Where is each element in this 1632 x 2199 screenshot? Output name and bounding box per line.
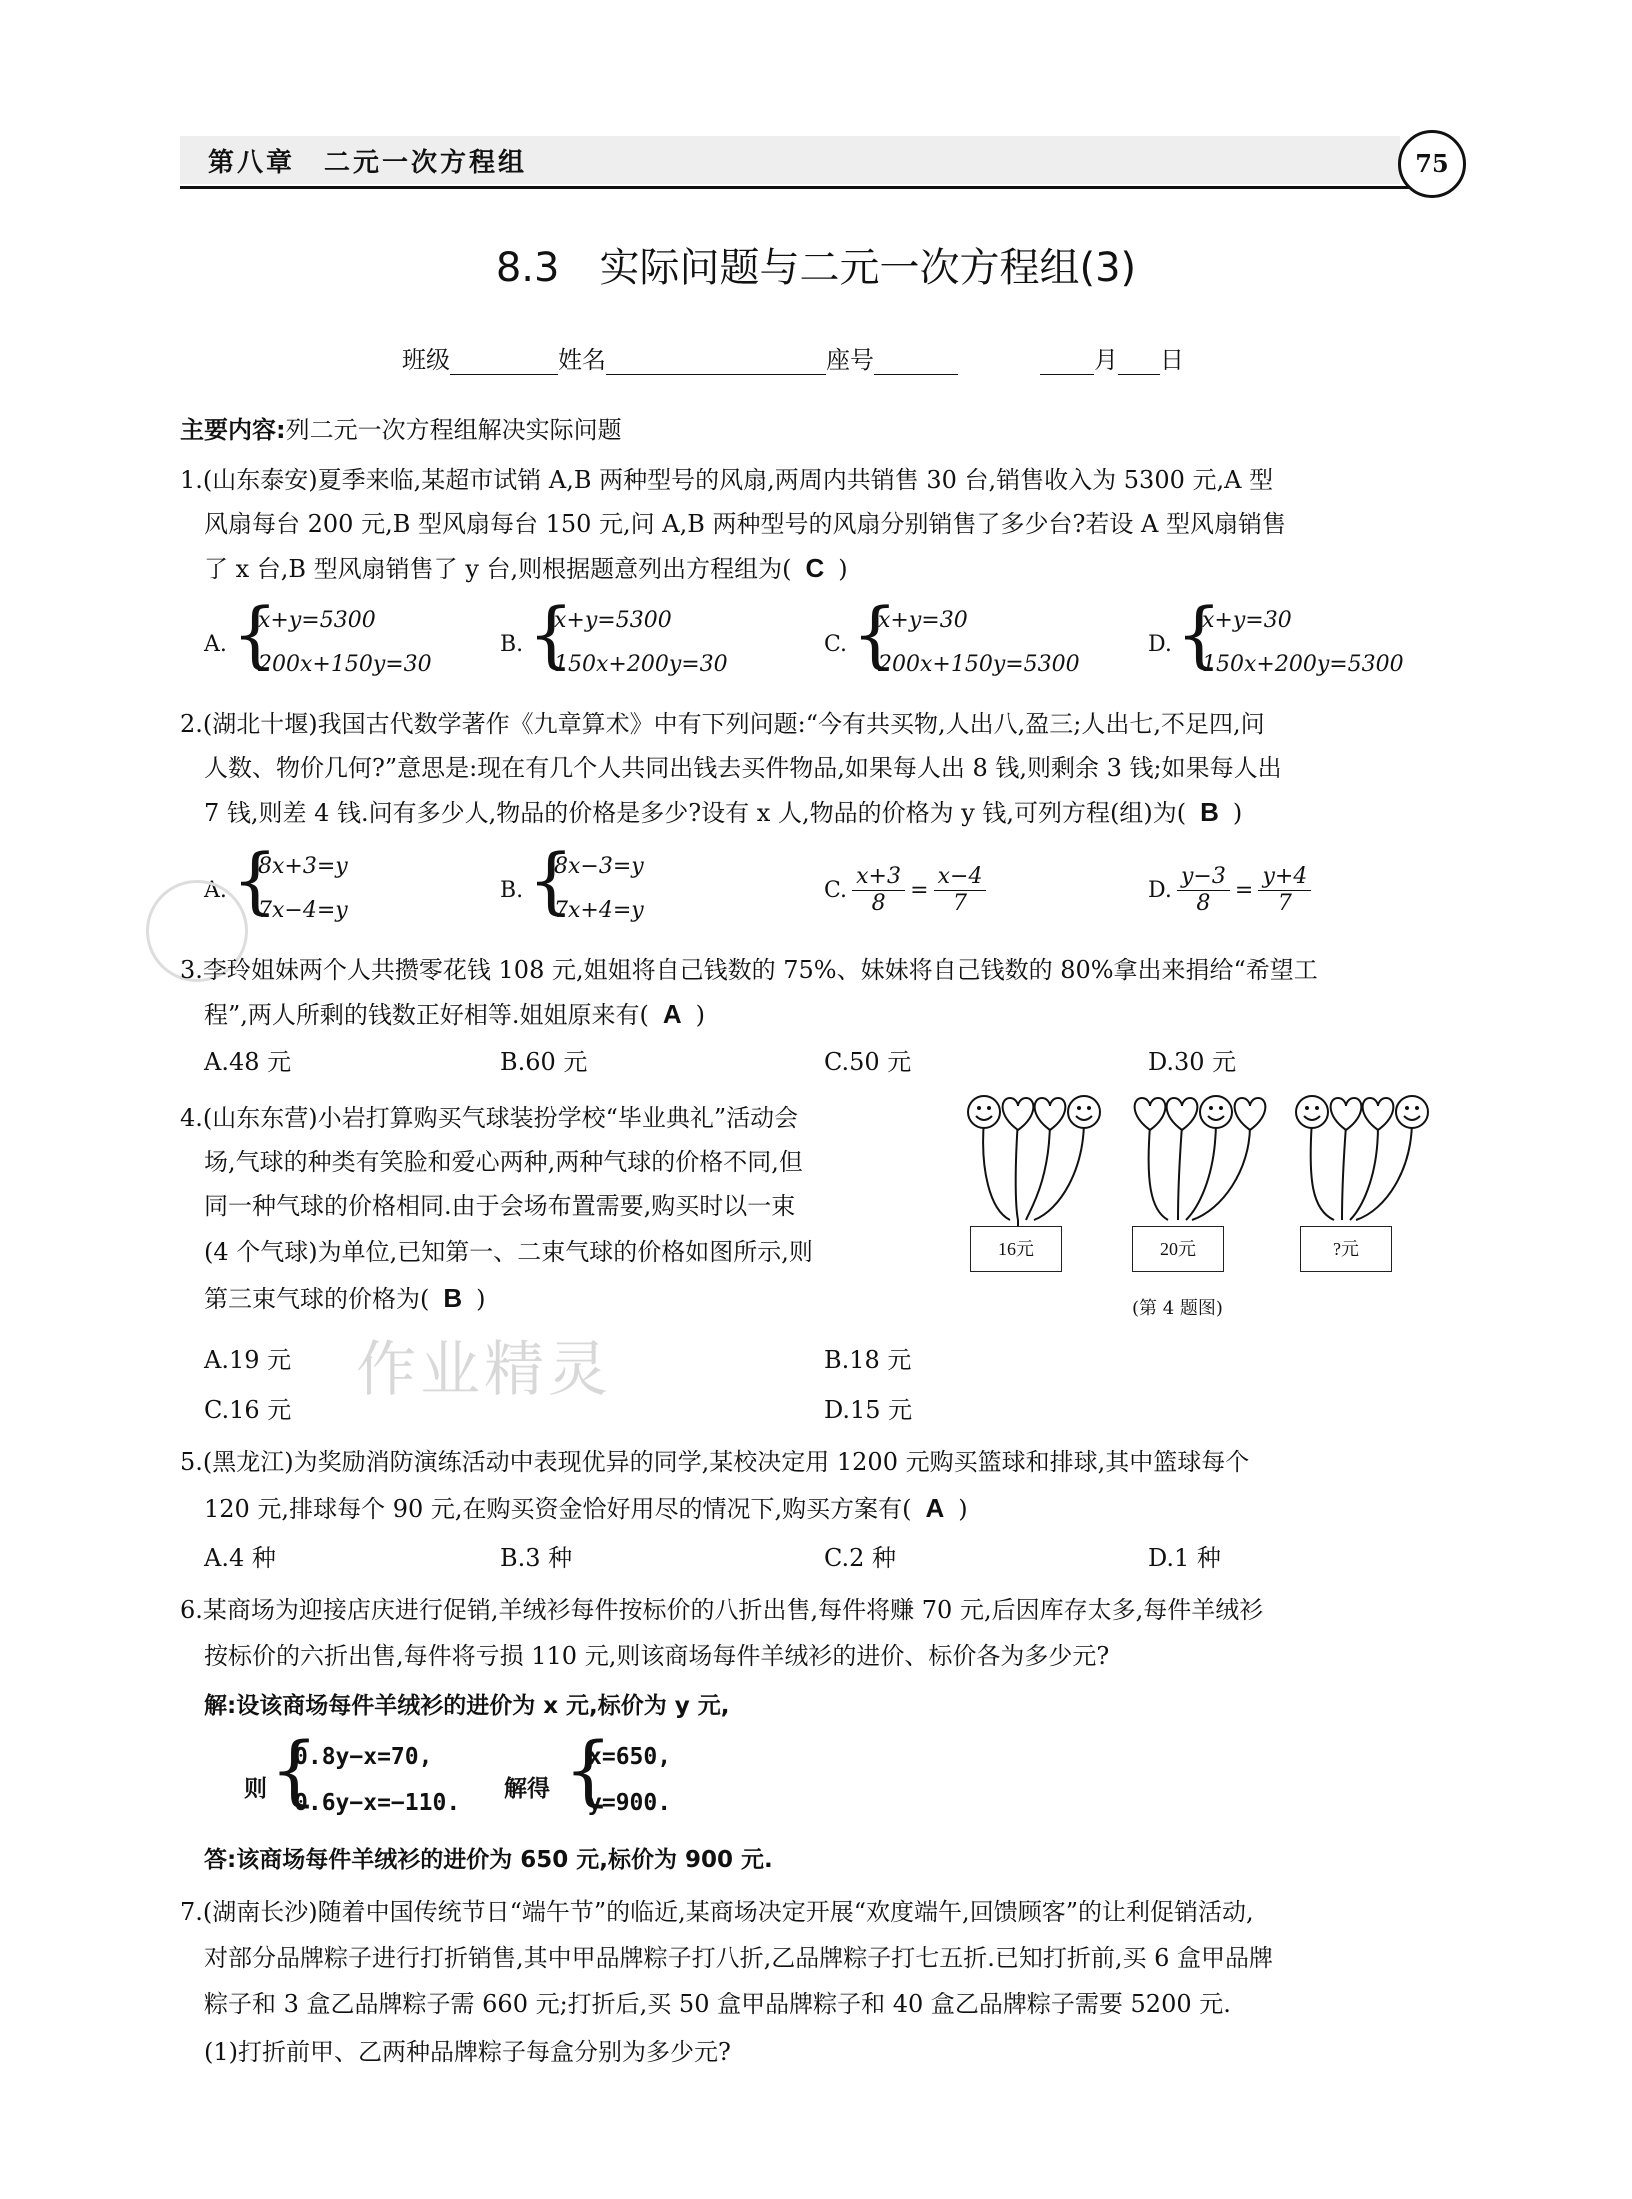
bunch-3 — [1311, 1120, 1412, 1220]
q2-line2: 人数、物价几何?”意思是:现在有几个人共同出钱去买件物品,如果每人出 8 钱,则剩余 3 钱;如果每人出 — [204, 754, 1282, 782]
q4-line2: 场,气球的种类有笑脸和爱心两种,两种气球的价格不同,但 — [204, 1148, 803, 1176]
class-label: 班级 — [402, 346, 450, 374]
seat-blank[interactable] — [874, 348, 958, 375]
q5-option-c[interactable]: C.2 种 — [824, 1544, 897, 1572]
q4-line5: 第三束气球的价格为( B ) — [204, 1283, 486, 1313]
q5-answer: A — [925, 1493, 945, 1523]
q7-line1: 7.(湖南长沙)随着中国传统节日“端午节”的临近,某商场决定开展“欢度端午,回馈顾客”的让利促销活动, — [180, 1898, 1254, 1926]
q2-line3: 7 钱,则差 4 钱.问有多少人,物品的价格是多少?设有 x 人,物品的价格为 y 钱,可列方程(组)为( B ) — [204, 797, 1243, 827]
q4-answer: B — [443, 1283, 463, 1313]
month-blank[interactable] — [1040, 348, 1094, 375]
seat-label: 座号 — [826, 346, 874, 374]
q3-option-c[interactable]: C.50 元 — [824, 1048, 912, 1076]
page-number: 75 — [1398, 130, 1466, 198]
q4-line3: 同一种气球的价格相同.由于会场布置需要,购买时以一束 — [204, 1192, 796, 1220]
q5-option-d[interactable]: D.1 种 — [1148, 1544, 1221, 1572]
q3-line1: 3.李玲姐妹两个人共攒零花钱 108 元,姐姐将自己钱数的 75%、妹妹将自己钱数的 80%拿出来捐给“希望工 — [180, 956, 1318, 984]
month-label: 月 — [1094, 346, 1118, 374]
header-rule — [180, 186, 1410, 189]
q2-line1: 2.(湖北十堰)我国古代数学著作《九章算术》中有下列问题:“今有共买物,人出八,盈三;人出七,不足四,问 — [180, 710, 1265, 738]
student-info-line — [402, 340, 1184, 375]
q6-then: 则 — [244, 1776, 267, 1802]
q2-answer: B — [1200, 797, 1219, 827]
q6-eq1: 0.8y−x=70, — [294, 1744, 433, 1770]
q6-equations: 则 { 0.8y−x=70, 0.6y−x=−110. 解得 { x=650, y=900. — [244, 1725, 672, 1816]
price-tag-2: 20元 — [1132, 1226, 1224, 1272]
q6-solution-intro: 解:设该商场每件羊绒衫的进价为 x 元,标价为 y 元, — [204, 1693, 730, 1719]
day-label: 日 — [1160, 346, 1184, 374]
q2-option-d[interactable]: D. $\frac{y-3}{8}$ = $\frac{y+4}{7}$ — [1148, 864, 1311, 917]
day-blank[interactable] — [1118, 348, 1160, 375]
q4-option-c[interactable]: C.16 元 — [204, 1396, 292, 1424]
q4-option-b[interactable]: B.18 元 — [824, 1346, 912, 1374]
q5-line1: 5.(黑龙江)为奖励消防演练活动中表现优异的同学,某校决定用 1200 元购买篮球和排球,其中篮球每个 — [180, 1448, 1250, 1476]
q2-options: A. { 8x+3=y 7x−4=y B. { 8x−3=y 7x+4=y C. $\frac{x+3}{8}$ = $\frac{x-4}{7}$ D. $\frac{y-3}{8}$ = $\frac{y+4}{7}$ — [204, 850, 1464, 934]
figure-caption: (第 4 题图) — [1132, 1298, 1223, 1319]
main-content-label: 主要内容: — [180, 416, 286, 444]
q7-sub1: (1)打折前甲、乙两种品牌粽子每盒分别为多少元? — [204, 2038, 731, 2066]
q6-solve: 解得 — [504, 1776, 550, 1802]
q4-line1: 4.(山东东营)小岩打算购买气球装扮学校“毕业典礼”活动会 — [180, 1104, 799, 1132]
q4-line4: (4 个气球)为单位,已知第一、二束气球的价格如图所示,则 — [204, 1238, 813, 1266]
watermark: 作业精灵 — [356, 1335, 612, 1405]
q6-res2: y=900. — [588, 1790, 672, 1816]
name-label: 姓名 — [558, 346, 606, 374]
balloon-drawing — [960, 1090, 1500, 1330]
q1-line3: 了 x 台,B 型风扇销售了 y 台,则根据题意列出方程组为( C ) — [204, 553, 848, 583]
q5-option-a[interactable]: A.4 种 — [204, 1544, 276, 1572]
class-blank[interactable] — [450, 348, 558, 375]
q3-option-a[interactable]: A.48 元 — [204, 1048, 292, 1076]
price-tag-1: 16元 — [970, 1226, 1062, 1272]
q1-line1: 1.(山东泰安)夏季来临,某超市试销 A,B 两种型号的风扇,两周内共销售 30 台,销售收入为 5300 元,A 型 — [180, 466, 1274, 494]
q3-option-b[interactable]: B.60 元 — [500, 1048, 588, 1076]
price-tag-3: ?元 — [1300, 1226, 1392, 1272]
chapter-title: 第八章 二元一次方程组 — [208, 148, 528, 178]
q6-eq2: 0.6y−x=−110. — [294, 1790, 461, 1816]
q6-line2: 按标价的六折出售,每件将亏损 110 元,则该商场每件羊绒衫的进价、标价各为多少元? — [204, 1642, 1110, 1670]
q7-line3: 粽子和 3 盒乙品牌粽子需 660 元;打折后,买 50 盒甲品牌粽子和 40 盒乙品牌粽子需要 5200 元. — [204, 1990, 1231, 2018]
q7-line2: 对部分品牌粽子进行打折销售,其中甲品牌粽子打八折,乙品牌粽子打七五折.已知打折前,买 6 盒甲品牌 — [204, 1944, 1274, 1972]
q5-option-b[interactable]: B.3 种 — [500, 1544, 573, 1572]
q1-answer: C — [805, 553, 825, 583]
bunch-1 — [983, 1120, 1084, 1230]
q3-option-d[interactable]: D.30 元 — [1148, 1048, 1237, 1076]
name-blank[interactable] — [606, 348, 826, 375]
section-title: 8.3 实际问题与二元一次方程组(3) — [495, 245, 1137, 291]
q3-line2: 程”,两人所剩的钱数正好相等.姐姐原来有( A ) — [204, 999, 706, 1029]
q5-line2: 120 元,排球每个 90 元,在购买资金恰好用尽的情况下,购买方案有( A ) — [204, 1493, 968, 1523]
q1-line2: 风扇每台 200 元,B 型风扇每台 150 元,问 A,B 两种型号的风扇分别销售了多少台?若设 A 型风扇销售 — [204, 510, 1286, 538]
q4-option-a[interactable]: A.19 元 — [204, 1346, 292, 1374]
q2-option-c[interactable]: C. $\frac{x+3}{8}$ = $\frac{x-4}{7}$ — [824, 864, 986, 917]
q6-line1: 6.某商场为迎接店庆进行促销,羊绒衫每件按标价的八折出售,每件将赚 70 元,后因库存太多,每件羊绒衫 — [180, 1596, 1264, 1624]
q1-options: A. { x+y=5300 200x+150y=30 B. { x+y=5300 150x+200y=30 C. { x+y=30 200x+150y=5300 D. { x+y=30 150x+200y=5300 — [204, 592, 1404, 677]
main-content-text: 列二元一次方程组解决实际问题 — [285, 416, 622, 444]
bunch-2 — [1149, 1120, 1250, 1220]
q4-balloon-figure — [960, 1090, 1500, 1330]
main-content — [180, 408, 622, 453]
q6-res1: x=650, — [588, 1744, 672, 1770]
q4-option-d[interactable]: D.15 元 — [824, 1396, 913, 1424]
q3-answer: A — [662, 999, 682, 1029]
q6-answer-line: 答:该商场每件羊绒衫的进价为 650 元,标价为 900 元. — [204, 1847, 773, 1873]
